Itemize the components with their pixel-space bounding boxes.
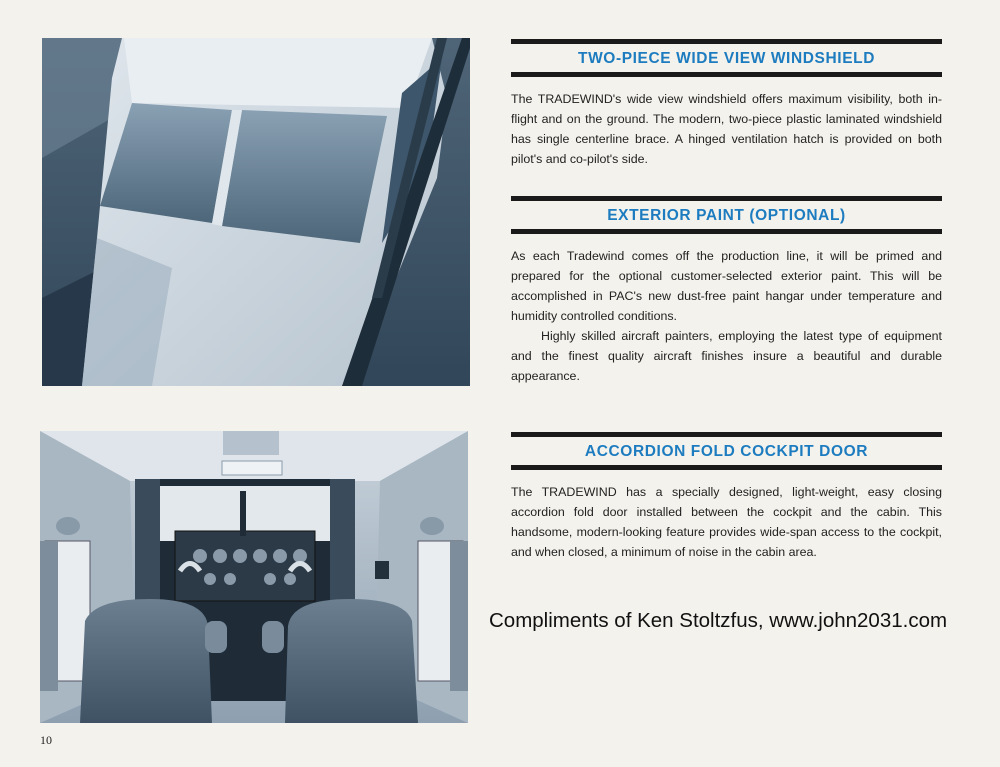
section-paragraph: The TRADEWIND has a specially designed, light-weight, easy closing accordion fold door installed between the cockpit and the cabin. This handsome, modern-looking feature provides wide-span access to the cockpit, and when closed, a minimum of noise in the cabin area. (511, 485, 942, 559)
cockpit-door-section (511, 432, 942, 562)
windshield-photo (42, 38, 470, 386)
section-heading: TWO-PIECE WIDE VIEW WINDSHIELD (578, 50, 875, 67)
section-paragraph: As each Tradewind comes off the production line, it will be primed and prepared for the optional customer-selected exterior paint. This will be accomplished in PAC's new dust-free paint hangar under temperature and humidity controlled conditions. (511, 249, 942, 323)
windshield-section (511, 39, 942, 169)
credit-line: Compliments of Ken Stoltzfus, www.john2031.com (489, 609, 948, 632)
cockpit-door-photo (40, 431, 468, 723)
page-number: 10 (40, 733, 52, 747)
section-paragraph: The TRADEWIND's wide view windshield offers maximum visibility, both in-flight and on the ground. The modern, two-piece plastic laminated windshield has single centerline brace. A hinged ventilation hatch is provided on both pilot's and co-pilot's side. (511, 92, 942, 166)
section-heading: ACCORDION FOLD COCKPIT DOOR (584, 443, 869, 460)
section-heading: EXTERIOR PAINT (OPTIONAL) (607, 207, 846, 224)
section-paragraph: Highly skilled aircraft painters, employing the latest type of equipment and the finest quality aircraft finishes insure a beautiful and durable appearance. (511, 329, 942, 383)
exterior-paint-section (511, 196, 942, 386)
